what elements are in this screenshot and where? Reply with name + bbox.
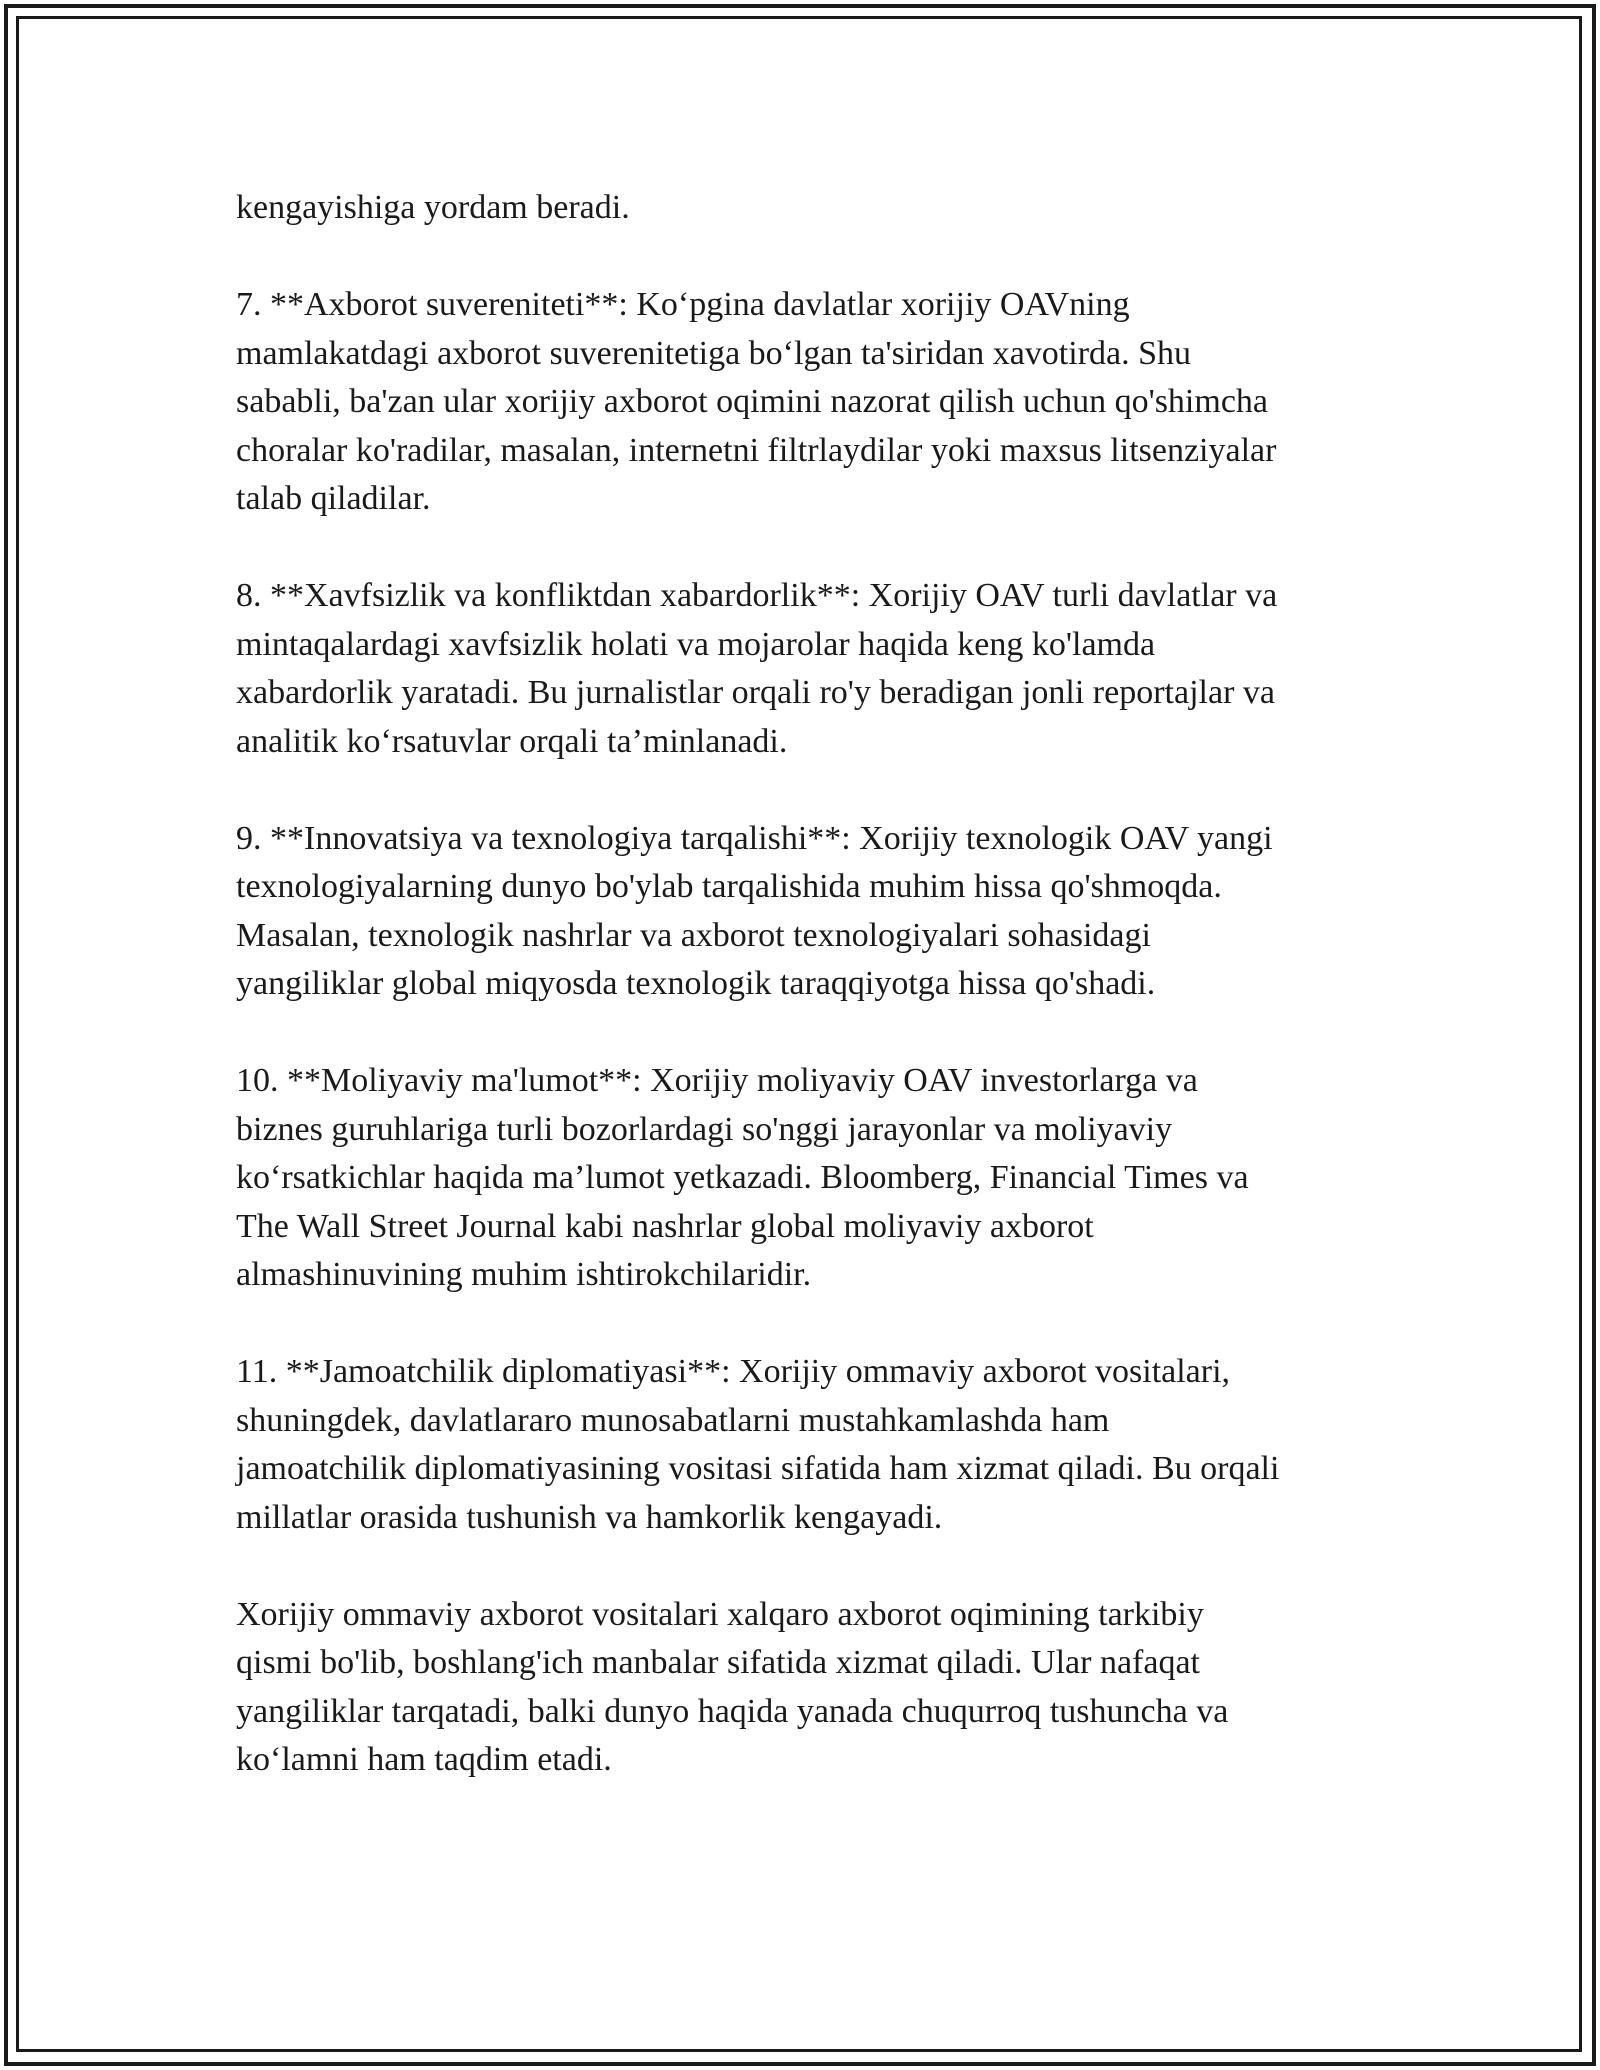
text-line: mintaqalardagi xavfsizlik holati va mojarolar haqida keng ko'lamda [236, 625, 1156, 663]
text-line: The Wall Street Journal kabi nashrlar global moliyaviy axborot [236, 1207, 1094, 1245]
text-line: qismi bo'lib, boshlang'ich manbalar sifatida xizmat qiladi. Ular nafaqat [236, 1644, 1200, 1681]
text-line: shuningdek, davlatlararo munosabatlarni mustahkamlashda ham [236, 1401, 1110, 1439]
text-line: Xorijiy ommaviy axborot vositalari xalqaro axborot oqimining tarkibiy [236, 1595, 1204, 1633]
text-line: 9. **Innovatsiya va texnologiya tarqalishi**: Xorijiy texnologik OAV yangi [236, 819, 1273, 857]
paragraph-item-10 [236, 1057, 1376, 1300]
text-line: almashinuvining muhim ishtirokchilaridir. [236, 1256, 812, 1293]
text-line: talab qiladilar. [236, 480, 431, 517]
text-line: sababli, ba'zan ular xorijiy axborot oqimini nazorat qilish uchun qo'shimcha [236, 383, 1269, 420]
paragraph-item-8 [236, 572, 1376, 766]
paragraph-item-7 [236, 281, 1376, 524]
document-body [236, 184, 1376, 1833]
text-line: yangiliklar tarqatadi, balki dunyo haqida yanada chuqurroq tushuncha va [236, 1692, 1229, 1730]
text-line: choralar ko'radilar, masalan, internetni filtrlaydilar yoki maxsus litsenziyalar [236, 431, 1277, 469]
text-line: Masalan, texnologik nashrlar va axborot texnologiyalari sohasidagi [236, 916, 1151, 954]
text-line: kengayishiga yordam beradi. [236, 189, 630, 226]
text-line: xabardorlik yaratadi. Bu jurnalistlar orqali ro'y beradigan jonli reportajlar va [236, 674, 1275, 711]
text-line: 7. **Axborot suvereniteti**: Ko‘pgina davlatlar xorijiy OAVning [236, 286, 1130, 323]
text-line: 8. **Xavfsizlik va konfliktdan xabardorlik**: Xorijiy OAV turli davlatlar va [236, 577, 1278, 614]
text-line: texnologiyalarning dunyo bo'ylab tarqalishida muhim hissa qo'shmoqda. [236, 868, 1222, 905]
text-line: 10. **Moliyaviy ma'lumot**: Xorijiy moliyaviy OAV investorlarga va [236, 1062, 1198, 1099]
text-line: jamoatchilik diplomatiyasining vositasi sifatida ham xizmat qiladi. Bu orqali [236, 1450, 1280, 1487]
paragraph-item-11 [236, 1348, 1376, 1542]
text-line: biznes guruhlariga turli bozorlardagi so'nggi jarayonlar va moliyaviy [236, 1110, 1173, 1148]
text-line: millatlar orasida tushunish va hamkorlik kengayadi. [236, 1498, 943, 1536]
text-line: ko‘lamni ham taqdim etadi. [236, 1741, 612, 1778]
text-line: yangiliklar global miqyosda texnologik taraqqiyotga hissa qo'shadi. [236, 965, 1156, 1002]
text-line: ko‘rsatkichlar haqida ma’lumot yetkazadi. Bloomberg, Financial Times va [236, 1159, 1249, 1196]
text-line: 11. **Jamoatchilik diplomatiyasi**: Xorijiy ommaviy axborot vositalari, [236, 1353, 1231, 1390]
paragraph-continuation [236, 184, 1376, 233]
paragraph-conclusion [236, 1591, 1376, 1785]
text-line: mamlakatdagi axborot suverenitetiga bo‘lgan ta'siridan xavotirda. Shu [236, 334, 1192, 372]
text-line: analitik ko‘rsatuvlar orqali ta’minlanadi. [236, 722, 788, 760]
paragraph-item-9 [236, 815, 1376, 1009]
